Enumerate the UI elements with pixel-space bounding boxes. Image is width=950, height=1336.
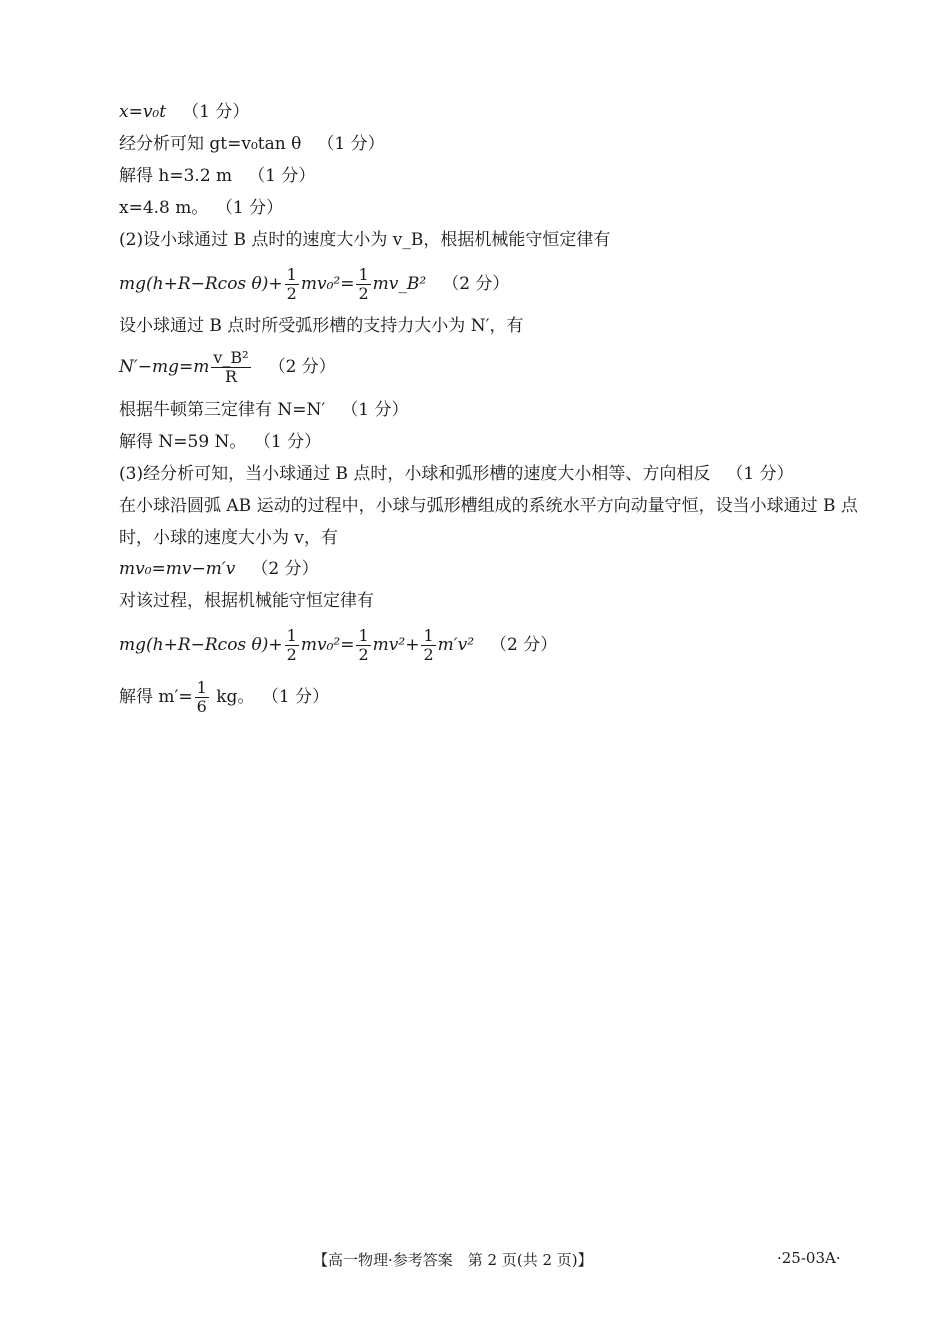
fraction-den: 2: [423, 645, 434, 664]
fraction-half: [285, 627, 299, 664]
eq-lhs: mg(h+R−Rcos θ)+: [119, 635, 283, 655]
footer-title: 【高一物理·参考答案 第 2 页(共 2 页)】: [313, 1251, 593, 1269]
fraction: [211, 349, 250, 386]
score: （1 分）: [726, 464, 794, 484]
line-text: 在小球沿圆弧 AB 运动的过程中，小球与弧形槽组成的系统水平方向动量守恒，设当小球通过 B 点时，小球的速度大小为 v，有: [119, 496, 858, 548]
line-text: (2)设小球通过 B 点时的速度大小为 v_B，根据机械能守恒定律有: [119, 230, 611, 250]
line-4: [119, 197, 283, 219]
score: （1 分）: [270, 687, 330, 707]
fraction-den: R: [224, 367, 237, 386]
fraction-num: 1: [358, 626, 369, 645]
line-15: [119, 625, 557, 665]
line-1: [119, 101, 249, 123]
fraction: [195, 679, 209, 716]
fraction-num: v_B²: [213, 348, 249, 367]
eq-mid: mv₀²=: [300, 274, 355, 294]
fraction-num: 1: [196, 678, 207, 697]
line-text: (3)经分析可知，当小球通过 B 点时，小球和弧形槽的速度大小相等、方向相反: [119, 464, 711, 484]
equation: mv₀=mv−m′v: [119, 559, 236, 579]
fraction-num: 1: [358, 265, 369, 284]
score: （1 分）: [248, 166, 316, 186]
unit: kg。: [216, 687, 255, 707]
fraction-den: 2: [358, 645, 369, 664]
fraction-half: [285, 266, 299, 303]
fraction-den: 2: [286, 645, 297, 664]
fraction-den: 2: [358, 284, 369, 303]
line-7: [119, 315, 523, 337]
line-text: 设小球通过 B 点时所受弧形槽的支持力大小为 N′，有: [119, 316, 524, 336]
line-12: [119, 490, 864, 554]
score: （2 分）: [490, 635, 558, 655]
eq-lhs: mg(h+R−Rcos θ)+: [119, 274, 283, 294]
fraction-num: 1: [423, 626, 434, 645]
line-text: 对该过程，根据机械能守恒定律有: [119, 591, 374, 611]
footer-code: ·25-03A·: [777, 1249, 841, 1267]
fraction-num: 1: [286, 265, 297, 284]
line-5: [119, 229, 610, 251]
fraction-den: 2: [286, 284, 297, 303]
score: （1 分）: [262, 432, 322, 452]
eq-rhs: m′v²: [437, 635, 475, 655]
line-8: [119, 346, 336, 388]
eq-lhs: 解得 m′=: [119, 687, 193, 707]
score: （1 分）: [224, 198, 284, 218]
line-10: [119, 431, 321, 453]
eq-lhs: N′−mg=m: [119, 357, 210, 377]
score: （2 分）: [442, 274, 510, 294]
line-text: 根据牛顿第三定律有 N=N′: [119, 400, 326, 420]
line-9: [119, 399, 409, 421]
eq-rhs: mv_B²: [372, 274, 427, 294]
fraction-half: [421, 627, 435, 664]
line-text: 解得 N=59 N。: [119, 432, 247, 452]
score: （1 分）: [317, 134, 385, 154]
line-3: [119, 165, 315, 187]
eq-mid: mv²+: [372, 635, 420, 655]
score: （1 分）: [341, 400, 409, 420]
equation: x=v₀t: [119, 102, 167, 122]
eq-mid: mv₀²=: [300, 635, 355, 655]
fraction-den: 6: [196, 697, 207, 716]
line-11: [119, 463, 794, 485]
line-2: [119, 133, 385, 155]
line-text: 解得 h=3.2 m: [119, 166, 233, 186]
score: （1 分）: [182, 102, 250, 122]
fraction-half: [356, 266, 370, 303]
line-13: [119, 558, 319, 580]
fraction-half: [356, 627, 370, 664]
line-6: [119, 264, 509, 304]
fraction-num: 1: [286, 626, 297, 645]
line-14: [119, 590, 374, 612]
line-text: 经分析可知 gt=v₀tan θ: [119, 134, 302, 154]
score: （2 分）: [268, 357, 336, 377]
score: （2 分）: [251, 559, 319, 579]
line-text: x=4.8 m。: [119, 198, 209, 218]
line-16: [119, 677, 329, 717]
